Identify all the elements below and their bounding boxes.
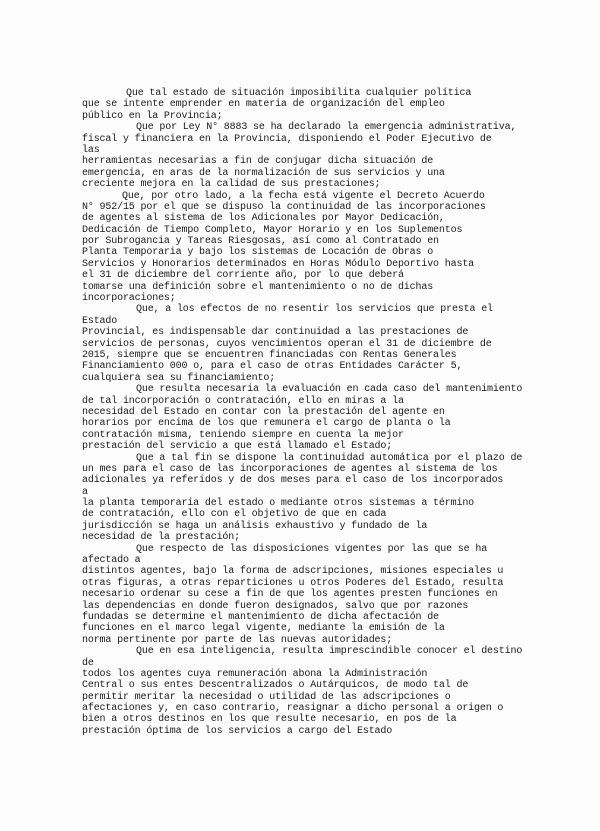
- document-line: de agentes al sistema de los Adicionales por Mayor Dedicación,: [82, 213, 445, 225]
- document-line: cualquiera sea su financiamiento;: [82, 372, 276, 384]
- document-line: Planta Temporaria y bajo los sistemas de Locación de Obras o: [82, 247, 434, 259]
- document-line: bien a otros destinos en los que resulte necesario, en pos de la: [82, 714, 457, 726]
- document-line: fiscal y financiera en la Provincia, disponiendo el Poder Ejecutivo de: [82, 133, 492, 145]
- document-line: por Subrogancia y Tareas Riesgosas, así como al Contratado en: [82, 236, 439, 248]
- document-line: fundadas se determine el mantenimiento de dicha afectación de: [82, 611, 439, 623]
- document-line: afectaciones y, en caso contrario, reasignar a dicho personal a origen o: [82, 703, 504, 715]
- document-line: Que a tal fin se dispone la continuidad automática por el plazo de: [136, 452, 523, 464]
- document-line: el 31 de diciembre del corriente año, por lo que deberá: [82, 270, 404, 282]
- document-line: público en la Provincia;: [82, 110, 223, 122]
- document-line: Dedicación de Tiempo Completo, Mayor Horario y en los Suplementos: [82, 224, 463, 236]
- document-line: contratación misma, teniendo siempre en cuenta la mejor: [82, 429, 404, 441]
- document-line: distintos agentes, bajo la forma de adscripciones, misiones especiales u: [82, 566, 504, 578]
- document-line: las dependencias en donde fueron designados, salvo que por razones: [82, 600, 469, 612]
- document-line: que se intente emprender en materia de organización del empleo: [82, 99, 445, 111]
- document-line: Que en esa inteligencia, resulta imprescindible conocer el destino: [136, 646, 523, 658]
- document-line: Que respecto de las disposiciones vigentes por las que se ha: [136, 543, 488, 555]
- document-line: emergencia, en aras de la normalización de sus servicios y una: [82, 167, 445, 179]
- document-line: herramientas necesarias a fin de conjugar dicha situación de: [82, 156, 434, 168]
- document-line: de tal incorporación o contratación, ello en miras a la: [82, 395, 404, 407]
- document-line: otras figuras, a otras reparticiones u otros Poderes del Estado, resulta: [82, 577, 504, 589]
- document-line: Que, a los efectos de no resentir los servicios que presta el: [136, 304, 493, 316]
- document-line: incorporaciones;: [82, 293, 176, 305]
- document-line: creciente mejora en la calidad de sus prestaciones;: [82, 179, 381, 191]
- document-line: las: [82, 144, 100, 156]
- document-line: Que, por otro lado, a la fecha está vigente el Decreto Acuerdo: [122, 190, 485, 202]
- document-line: Que por Ley N° 8883 se ha declarado la emergencia administrativa,: [136, 122, 517, 134]
- document-line: todos los agentes cuya remuneración abona la Administración: [82, 668, 428, 680]
- document-line: un mes para el caso de las incorporaciones de agentes al sistema de los: [82, 463, 498, 475]
- document-line: adicionales ya referidos y de dos meses para el caso de los incorporados: [82, 475, 504, 487]
- document-line: prestación del servicio a que está llamado el Estado;: [82, 441, 393, 453]
- document-line: jurisdicción se haga un análisis exhaustivo y fundado de la: [82, 520, 428, 532]
- document-line: servicios de personas, cuyos vencimientos operan el 31 de diciembre de: [82, 338, 492, 350]
- document-line: la planta temporaria del estado o mediante otros sistemas a término: [82, 498, 475, 510]
- document-line: Estado: [82, 315, 118, 327]
- document-line: Servicios y Honorarios determinados en Horas Módulo Deportivo hasta: [82, 258, 475, 270]
- document-line: necesidad del Estado en contar con la prestación del agente en: [82, 406, 445, 418]
- document-line: norma pertinente por parte de las nuevas autoridades;: [82, 634, 393, 646]
- document-body: [82, 88, 552, 737]
- document-line: necesidad de la prestación;: [82, 532, 240, 544]
- document-line: horarios por encima de los que remunera el cargo de planta o la: [82, 418, 451, 430]
- document-line: prestación óptima de los servicios a cargo del Estado: [82, 725, 393, 737]
- document-line: Que resulta necesaria la evaluación en cada caso del mantenimiento: [136, 384, 523, 396]
- document-line: tomarse una definición sobre el mantenimiento o no de dichas: [82, 281, 434, 293]
- document-line: a: [82, 486, 88, 498]
- document-line: de contratación, ello con el objetivo de que en cada: [82, 509, 387, 521]
- document-line: Que tal estado de situación imposibilita cualquier política: [126, 88, 472, 99]
- document-line: necesario ordenar su cese a fin de que los agentes presten funciones en: [82, 589, 498, 601]
- document-line: 2015, siempre que se encuentren financiadas con Rentas Generales: [82, 349, 457, 361]
- document-line: Provincial, es indispensable dar continuidad a las prestaciones de: [82, 327, 469, 339]
- document-line: de: [82, 657, 94, 669]
- document-line: Financiamiento 000 o, para el caso de otras Entidades Carácter 5,: [82, 361, 463, 373]
- document-line: permitir meritar la necesidad o utilidad de las adscripciones o: [82, 691, 451, 703]
- document-line: N° 952/15 por el que se dispuso la continuidad de las incorporaciones: [82, 201, 486, 213]
- document-line: Central o sus entes Descentralizados o Autárquicos, de modo tal de: [82, 680, 469, 692]
- document-line: funciones en el marco legal vigente, mediante la emisión de la: [82, 623, 445, 635]
- document-line: afectado a: [82, 555, 141, 567]
